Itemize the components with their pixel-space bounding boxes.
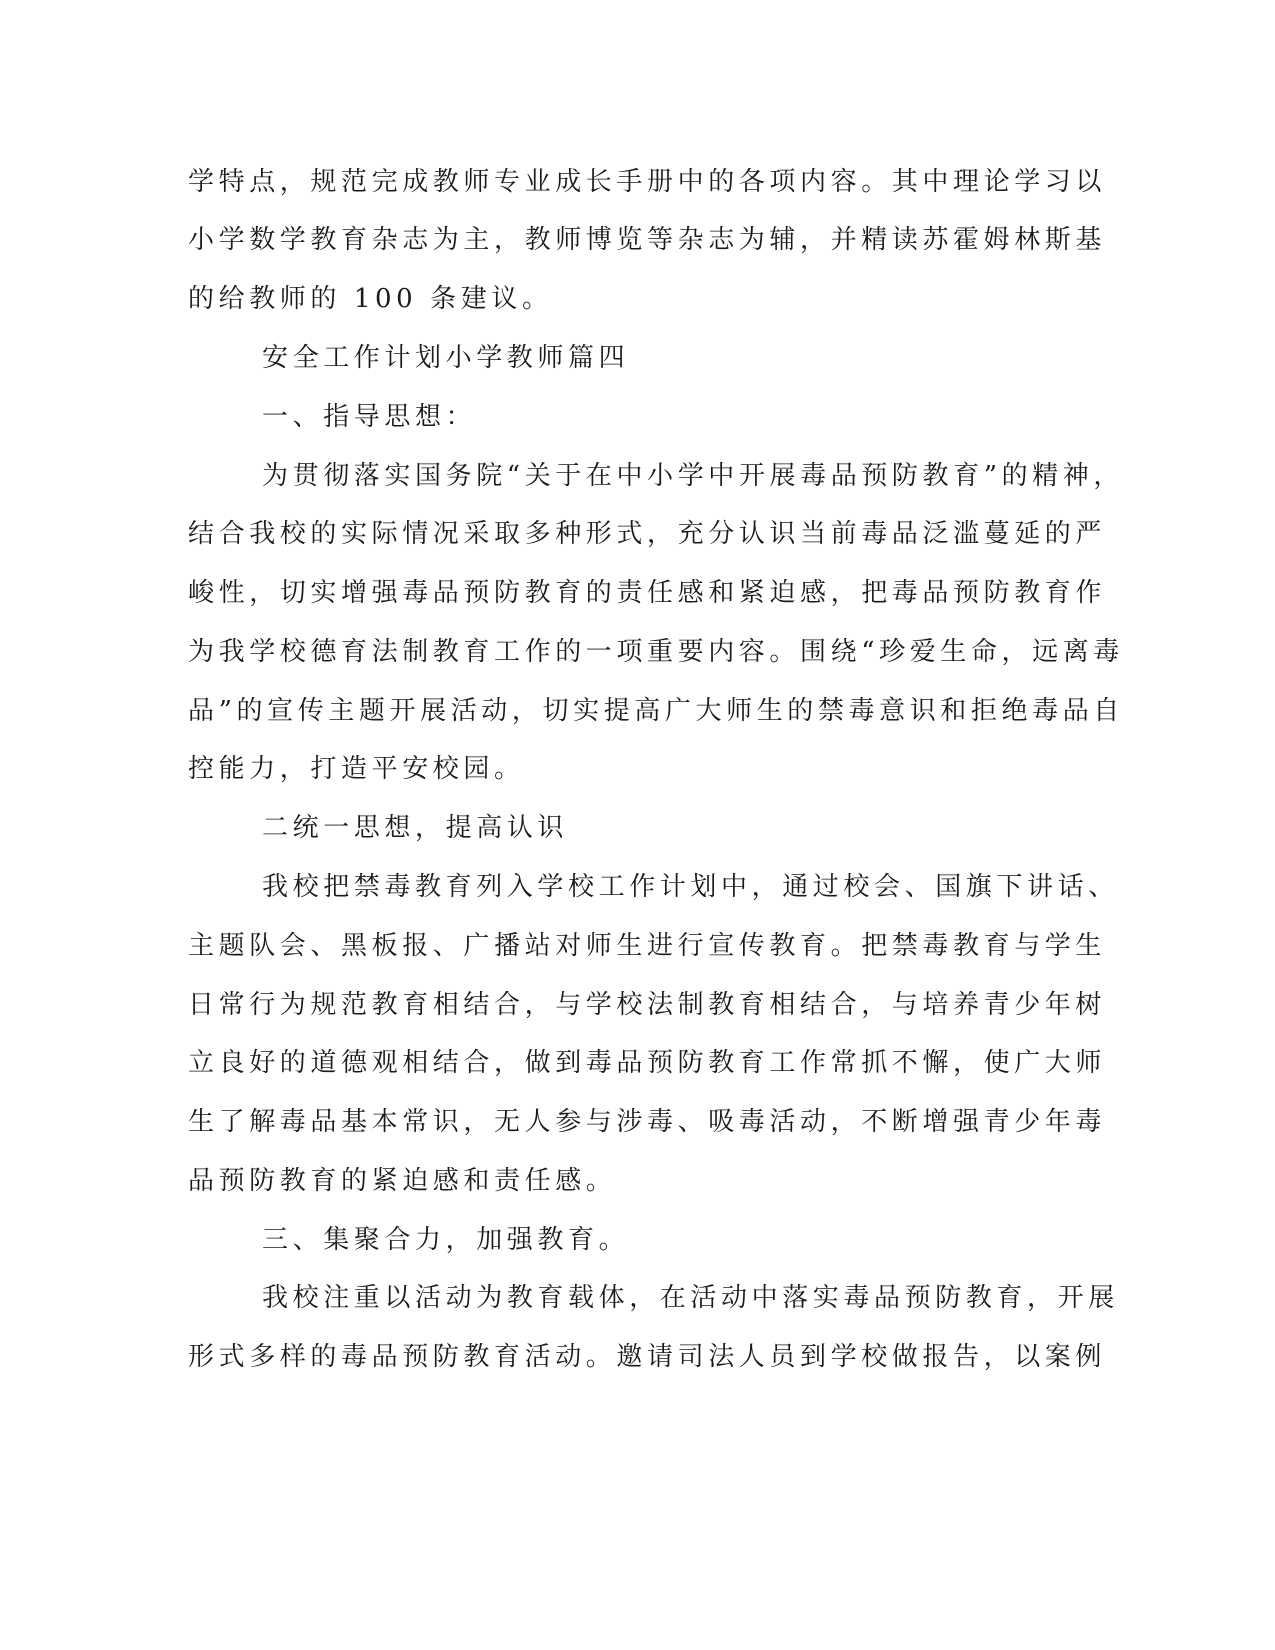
body-text-line: 学特点，规范完成教师专业成长手册中的各项内容。其中理论学习以 [188,167,1107,197]
body-text-line: 的给教师的 100 条建议。 [188,284,553,314]
section-heading: 三、集聚合力，加强教育。 [262,1225,630,1255]
body-text-line: 品”的宣传主题开展活动，切实提高广大师生的禁毒意识和拒绝毒品自 [188,696,1124,726]
paragraph-start-line: 我校把禁毒教育列入学校工作计划中，通过校会、国旗下讲话、 [262,872,1119,902]
body-text-line: 立良好的道德观相结合，做到毒品预防教育工作常抓不懈，使广大师 [188,1048,1107,1078]
body-text-line: 结合我校的实际情况采取多种形式，充分认识当前毒品泛滥蔓延的严 [188,519,1107,549]
body-text-line: 为我学校德育法制教育工作的一项重要内容。围绕“珍爱生命，远离毒 [188,637,1124,667]
body-text-line: 峻性，切实增强毒品预防教育的责任感和紧迫感，把毒品预防教育作 [188,578,1107,608]
body-text-line: 品预防教育的紧迫感和责任感。 [188,1166,617,1196]
paragraph-start-line: 为贯彻落实国务院“关于在中小学中开展毒品预防教育”的精神， [262,461,1124,491]
body-text-line: 控能力，打造平安校园。 [188,754,525,784]
section-title: 安全工作计划小学教师篇四 [262,343,630,373]
body-text-line: 形式多样的毒品预防教育活动。邀请司法人员到学校做报告，以案例 [188,1342,1107,1372]
section-heading: 一、指导思想： [262,402,477,432]
section-heading: 二统一思想，提高认识 [262,813,569,843]
body-text-line: 主题队会、黑板报、广播站对师生进行宣传教育。把禁毒教育与学生 [188,931,1107,961]
body-text-line: 生了解毒品基本常识，无人参与涉毒、吸毒活动，不断增强青少年毒 [188,1107,1107,1137]
body-text-line: 小学数学教育杂志为主，教师博览等杂志为辅，并精读苏霍姆林斯基 [188,225,1107,255]
body-text-line: 日常行为规范教育相结合，与学校法制教育相结合，与培养青少年树 [188,990,1107,1020]
paragraph-start-line: 我校注重以活动为教育载体，在活动中落实毒品预防教育，开展 [262,1283,1119,1313]
